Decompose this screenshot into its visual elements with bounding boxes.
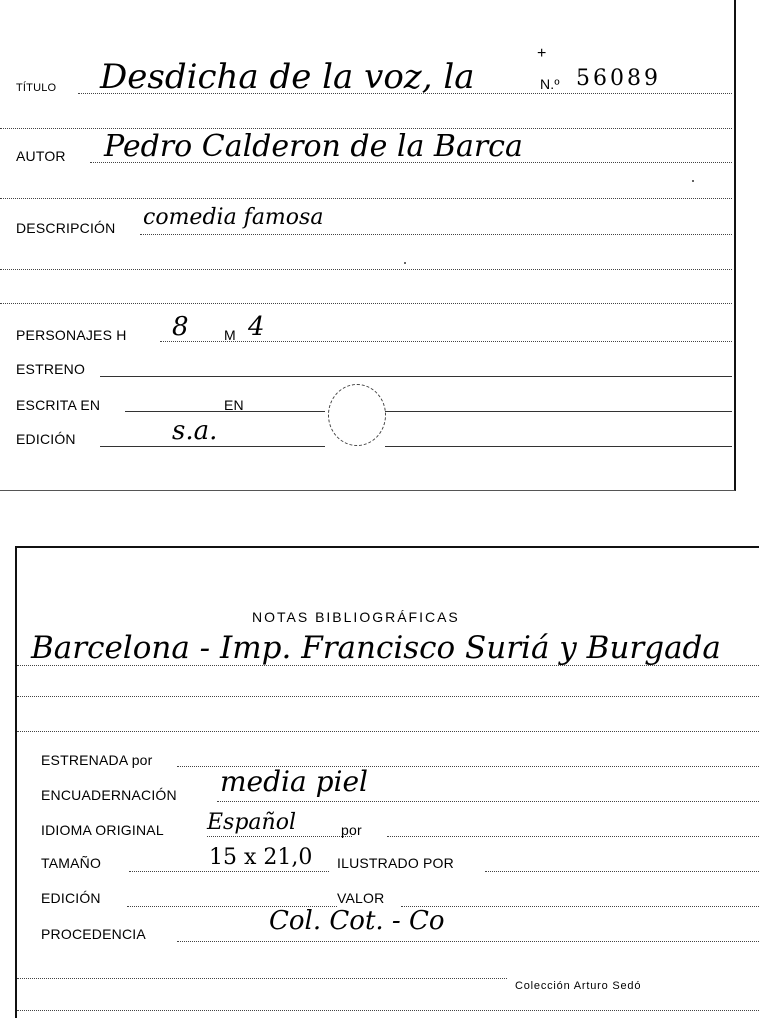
tamano-value: 15 x 21,0 bbox=[209, 845, 313, 870]
descripcion-label: DESCRIPCIÓN bbox=[16, 220, 116, 236]
rule-line bbox=[0, 303, 732, 304]
coleccion-label: Colección Arturo Sedó bbox=[515, 980, 642, 992]
estreno-label: ESTRENO bbox=[16, 361, 86, 377]
edicion-label: EDICIÓN bbox=[41, 890, 101, 906]
edicion-value: s.a. bbox=[172, 416, 218, 446]
ink-dot bbox=[404, 262, 406, 264]
notas-value: Barcelona - Imp. Francisco Suriá y Burgada bbox=[31, 630, 721, 666]
autor-label: AUTOR bbox=[16, 148, 66, 164]
personajes-h-value: 8 bbox=[172, 312, 189, 342]
valor-label: VALOR bbox=[337, 890, 385, 906]
personajes-label: PERSONAJES H bbox=[16, 327, 127, 343]
idioma-label: IDIOMA ORIGINAL bbox=[41, 822, 164, 838]
personajes-m-value: 4 bbox=[248, 312, 265, 342]
ink-dot bbox=[692, 180, 694, 182]
titulo-value: Desdicha de la voz, la bbox=[100, 57, 475, 97]
encuadernacion-label: ENCUADERNACIÓN bbox=[41, 787, 177, 803]
ilustrado-label: ILUSTRADO POR bbox=[337, 855, 454, 871]
numero-value: 56089 bbox=[576, 66, 661, 91]
rule-line bbox=[17, 978, 507, 979]
por-label: por bbox=[341, 822, 362, 838]
numero-label: N.º bbox=[540, 76, 560, 92]
rule-line bbox=[17, 1010, 759, 1011]
rule-line bbox=[17, 696, 759, 697]
procedencia-label: PROCEDENCIA bbox=[41, 926, 146, 942]
numero-mark: + bbox=[537, 45, 547, 62]
edicion-line-2 bbox=[385, 446, 732, 447]
notas-label: NOTAS BIBLIOGRÁFICAS bbox=[252, 609, 460, 625]
encuadernacion-value: media piel bbox=[220, 765, 368, 798]
personajes-m-label: M bbox=[224, 327, 236, 343]
tamano-line bbox=[129, 871, 329, 872]
idioma-value: Español bbox=[207, 810, 296, 835]
en-label: EN bbox=[224, 397, 244, 413]
tamano-label: TAMAÑO bbox=[41, 855, 102, 871]
edicion-label: EDICIÓN bbox=[16, 431, 76, 447]
estreno-line bbox=[100, 376, 732, 377]
idioma-line-2 bbox=[387, 836, 759, 837]
procedencia-line bbox=[177, 941, 759, 942]
procedencia-value: Col. Cot. - Co bbox=[269, 906, 445, 936]
stamp-circle bbox=[328, 384, 386, 446]
ilustrado-line bbox=[485, 871, 759, 872]
catalog-card-back bbox=[15, 546, 759, 1018]
rule-line bbox=[0, 269, 732, 270]
escrita-line-2 bbox=[385, 411, 732, 412]
escrita-label: ESCRITA EN bbox=[16, 397, 101, 413]
descripcion-value: comedia famosa bbox=[143, 205, 324, 230]
titulo-label: TÍTULO bbox=[16, 82, 57, 94]
personajes-line bbox=[160, 341, 732, 342]
encuadernacion-line bbox=[217, 801, 759, 802]
descripcion-line bbox=[140, 234, 732, 235]
autor-value: Pedro Calderon de la Barca bbox=[104, 129, 523, 164]
idioma-line bbox=[207, 836, 352, 837]
edicion-line bbox=[100, 446, 325, 447]
catalog-card-front bbox=[0, 0, 736, 491]
rule-line bbox=[0, 198, 732, 199]
estrenada-label: ESTRENADA por bbox=[41, 752, 153, 768]
valor-line bbox=[401, 906, 759, 907]
rule-line bbox=[17, 731, 759, 732]
